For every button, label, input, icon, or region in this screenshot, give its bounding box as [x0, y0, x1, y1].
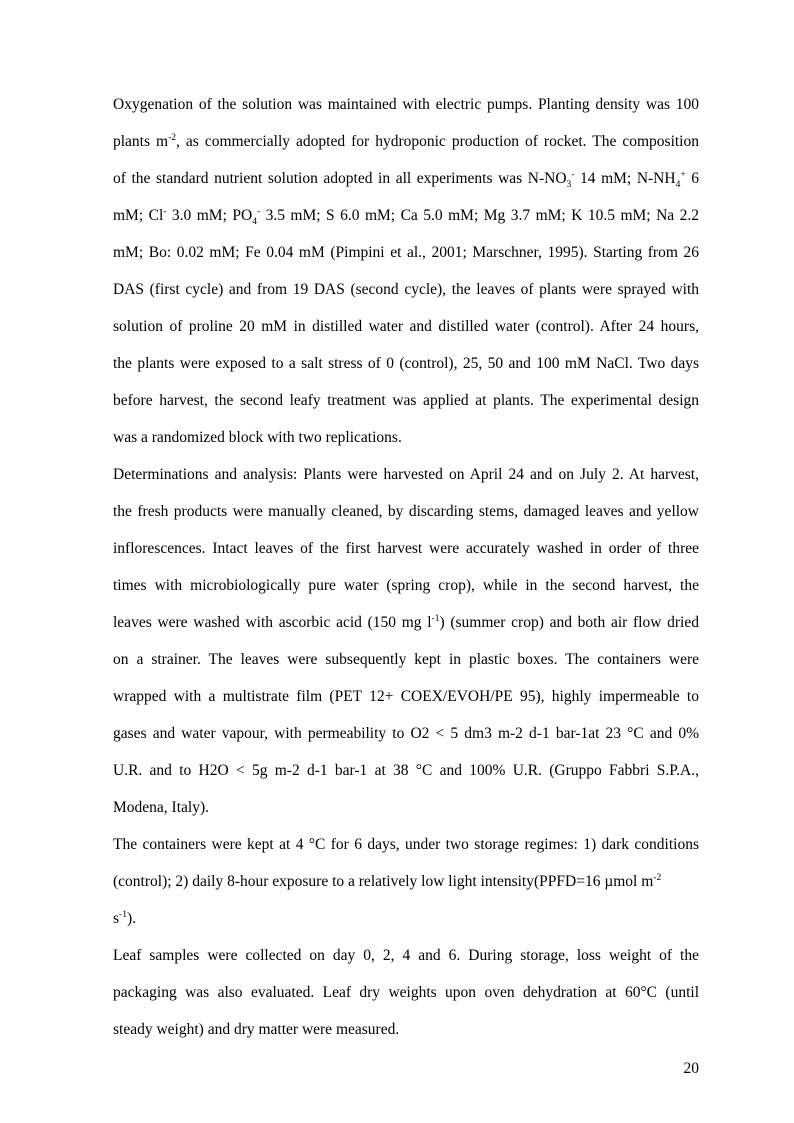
text-line: mM; Bo: 0.02 mM; Fe 0.04 mM (Pimpini et al., 2001; Marschner, 1995). Starting from 26 — [113, 244, 699, 261]
text-line: Leaf samples were collected on day 0, 2, 4 and 6. During storage, loss weight of the — [113, 947, 699, 964]
text-line: DAS (first cycle) and from 19 DAS (second cycle), the leaves of plants were sprayed with — [113, 281, 699, 298]
body-text — [113, 92, 699, 1054]
text-line: Oxygenation of the solution was maintained with electric pumps. Planting density was 100 — [113, 96, 699, 113]
text-line: of the standard nutrient solution adopted in all experiments was $N-NO_3^-$ 14 mM; $N-NH_4^+$ 6 — [113, 170, 699, 190]
text-line: (control); 2) daily 8-hour exposure to a relatively low light intensity(PPFD=16 µmol $m^{-2}$ — [113, 873, 662, 890]
text-line: plants $m^{-2}$, as commercially adopted for hydroponic production of rocket. The composition — [113, 133, 699, 150]
text-line: before harvest, the second leafy treatment was applied at plants. The experimental design — [113, 392, 699, 409]
text-line: The containers were kept at 4 °C for 6 days, under two storage regimes: 1) dark conditions — [113, 836, 699, 853]
text-line: wrapped with a multistrate film (PET 12+ COEX/EVOH/PE 95), highly impermeable to — [113, 688, 699, 705]
text-line: the fresh products were manually cleaned, by discarding stems, damaged leaves and yellow — [113, 503, 699, 520]
text-line: leaves were washed with ascorbic acid (150 mg $l^{-1}$) (summer crop) and both air flow dried — [113, 614, 699, 631]
page-number: 20 — [683, 1060, 699, 1077]
text-line: gases and water vapour, with permeability to O2 < 5 dm3 m-2 d-1 bar-1at 23 °C and 0% — [113, 725, 699, 742]
text-line: $s^{-1}$). — [113, 910, 137, 927]
text-line: was a randomized block with two replications. — [113, 429, 402, 446]
text-line: Modena, Italy). — [113, 799, 209, 816]
text-line: mM; Cl- 3.0 mM; $PO_4^-$ 3.5 mM; S 6.0 mM; Ca 5.0 mM; Mg 3.7 mM; K 10.5 mM; Na 2.2 — [113, 207, 699, 227]
text-line: Determinations and analysis: Plants were harvested on April 24 and on July 2. At harvest, — [113, 466, 699, 483]
text-line: on a strainer. The leaves were subsequently kept in plastic boxes. The containers were — [113, 651, 699, 668]
text-line: packaging was also evaluated. Leaf dry weights upon oven dehydration at 60°C (until — [113, 984, 699, 1001]
text-line: solution of proline 20 mM in distilled water and distilled water (control). After 24 hours, — [113, 318, 699, 335]
text-line: U.R. and to H2O < 5g m-2 d-1 bar-1 at 38 °C and 100% U.R. (Gruppo Fabbri S.P.A., — [113, 762, 699, 779]
text-line: the plants were exposed to a salt stress of 0 (control), 25, 50 and 100 mM NaCl. Two days — [113, 355, 699, 372]
text-line: inflorescences. Intact leaves of the first harvest were accurately washed in order of three — [113, 540, 699, 557]
text-line: times with microbiologically pure water (spring crop), while in the second harvest, the — [113, 577, 699, 594]
text-line: steady weight) and dry matter were measured. — [113, 1021, 400, 1038]
